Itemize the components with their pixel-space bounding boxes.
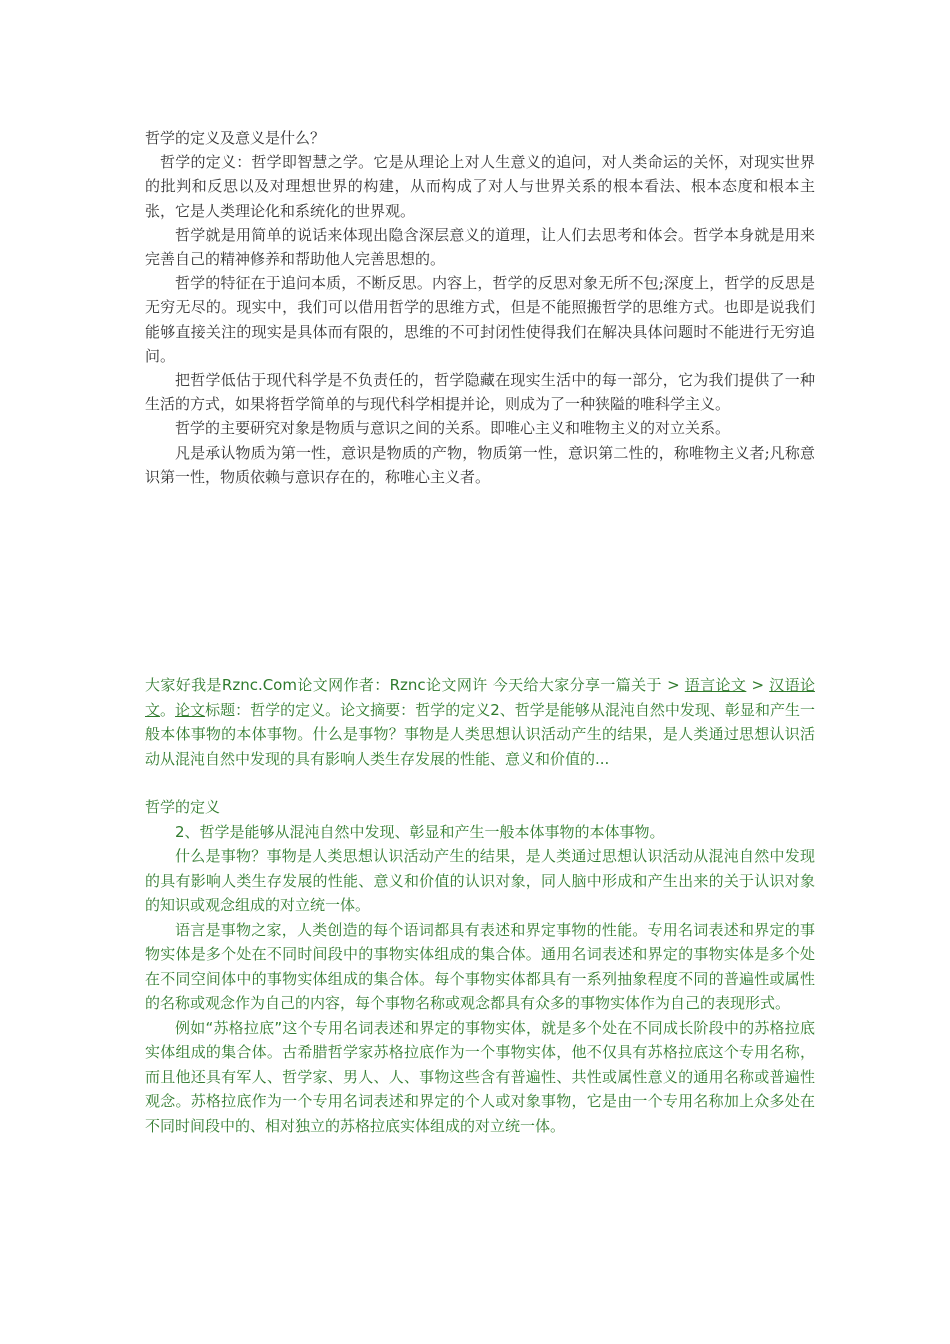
article-philosophy-definition xyxy=(145,673,815,1138)
paragraph: 什么是事物？事物是人类思想认识活动产生的结果，是人类通过思想认识活动从混沌自然中发现的具有影响人类生存发展的性能、意义和价值的认识对象，同人脑中形成和产生出来的关于认识对象的知识或观念组成的对立统一体。 xyxy=(145,847,815,914)
breadcrumb-separator: > xyxy=(667,676,680,694)
link-paper[interactable]: 论文 xyxy=(175,700,206,719)
paragraph: 哲学的定义：哲学即智慧之学。它是从理论上对人生意义的追问，对人类命运的关怀，对现实世界的批判和反思以及对理想世界的构建，从而构成了对人与世界关系的根本看法、根本态度和根本主张，它是人类理论化和系统化的世界观。 xyxy=(145,153,815,220)
article-philosophy-meaning xyxy=(145,126,815,489)
link-language-paper[interactable]: 语言论文 xyxy=(684,676,747,694)
paragraph: 例如“苏格拉底”这个专用名词表述和界定的事物实体，就是多个处在不同成长阶段中的苏格拉底实体组成的集合体。古希腊哲学家苏格拉底作为一个事物实体，他不仅具有苏格拉底这个专用名称，而且他还具有军人、哲学家、男人、人、事物这些含有普遍性、共性或属性意义的通用名称或普遍性观念。苏格拉底作为一个专用名词表述和界定的个人或对象事物，它是由一个专用名称加上众多处在不同时间段中的、相对独立的苏格拉底实体组成的对立统一体。 xyxy=(145,1018,815,1135)
link-chinese-paper[interactable]: 汉语论文 xyxy=(145,676,815,719)
article-title: 哲学的定义及意义是什么？ xyxy=(145,129,326,147)
paragraph: 哲学的主要研究对象是物质与意识之间的关系。即唯心主义和唯物主义的对立关系。 xyxy=(175,419,731,438)
paragraph: 语言是事物之家，人类创造的每个语词都具有表述和界定事物的性能。专用名词表述和界定的事物实体是多个处在不同时间段中的事物实体组成的集合体。通用名词表述和界定的事物实体是多个处在不同空间体中的事物实体组成的集合体。每个事物实体都具有一系列抽象程度不同的普遍性或属性的名称或观念作为自己的内容，每个事物名称或观念都具有众多的事物实体作为自己的表现形式。 xyxy=(145,920,815,1012)
breadcrumb-separator: > xyxy=(751,676,765,694)
intro-paragraph xyxy=(145,673,815,771)
paragraph: 哲学的特征在于追问本质，不断反思。内容上，哲学的反思对象无所不包;深度上，哲学的反思是无穷无尽的。现实中，我们可以借用哲学的思维方式，但是不能照搬哲学的思维方式。也即是说我们能够直接关注的现实是具体而有限的，思维的不可封闭性使得我们在解决具体问题时不能进行无穷追问。 xyxy=(145,274,815,365)
intro-rest: 标题：哲学的定义。论文摘要：哲学的定义2、哲学是能够从混沌自然中发现、彰显和产生一般本体事物的本体事物。什么是事物？事物是人类思想认识活动产生的结果，是人类通过思想认识活动从混沌自然中发现的具有影响人类生存发展的性能、意义和价值的... xyxy=(145,700,815,768)
article-title: 哲学的定义 xyxy=(145,798,221,816)
intro-dot: 。 xyxy=(160,700,176,719)
paragraph: 把哲学低估于现代科学是不负责任的，哲学隐藏在现实生活中的每一部分，它为我们提供了一种生活的方式，如果将哲学简单的与现代科学相提并论，则成为了一种狭隘的唯科学主义。 xyxy=(145,371,815,414)
paragraph: 凡是承认物质为第一性，意识是物质的产物，物质第一性，意识第二性的，称唯物主义者;凡称意识第一性，物质依赖与意识存在的，称唯心主义者。 xyxy=(145,443,815,486)
intro-prefix: 大家好我是Rznc.Com论文网作者：Rznc论文网许 今天给大家分享一篇关于 xyxy=(145,676,662,694)
paragraph: 2、哲学是能够从混沌自然中发现、彰显和产生一般本体事物的本体事物。 xyxy=(175,822,665,841)
document-page xyxy=(145,126,815,1135)
paragraph: 哲学就是用简单的说话来体现出隐含深层意义的道理，让人们去思考和体会。哲学本身就是用来完善自己的精神修养和帮助他人完善思想的。 xyxy=(145,225,815,269)
spacer xyxy=(145,771,815,795)
